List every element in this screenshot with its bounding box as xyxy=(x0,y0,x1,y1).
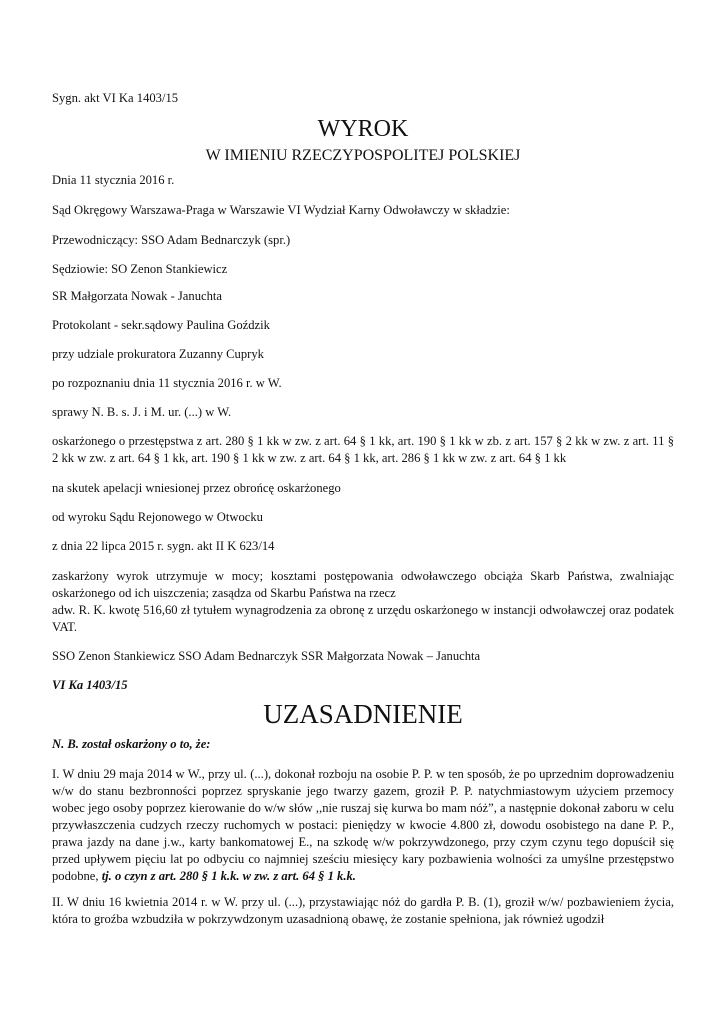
judgment-from-line: od wyroku Sądu Rejonowego w Otwocku xyxy=(52,510,263,524)
signatures-line: SSO Zenon Stankiewicz SSO Adam Bednarczyk SSR Małgorzata Nowak – Januchta xyxy=(52,649,481,663)
case-line: sprawy N. B. s. J. i M. ur. (...) w W. xyxy=(52,405,232,419)
appeal-line: na skutek apelacji wniesionej przez obrońcę oskarżonego xyxy=(52,481,341,495)
charge-item-1 xyxy=(52,766,674,885)
chair-line: Przewodniczący: SSO Adam Bednarczyk (spr.) xyxy=(52,233,291,247)
justification-title: UZASADNIENIE xyxy=(263,699,463,729)
prosecutor-line: przy udziale prokuratora Zuzanny Cupryk xyxy=(52,347,264,361)
justification-ref: VI Ka 1403/15 xyxy=(52,678,128,692)
charge-paragraph: oskarżonego o przestępstwa z art. 280 § 1 kk w zw. z art. 64 § 1 kk, art. 190 § 1 kk w zb. z art. 157 § 2 kk w zw. z art. 11 § 2 kk w zw. z art. 64 § 1 kk, art. 190 § 1 kk w zw. z art. 64 § 1 kk, art. 286 § 1 kk w zw. z art. 64 § 1 kk xyxy=(52,434,674,465)
clerk-line: Protokolant - sekr.sądowy Paulina Goździk xyxy=(52,318,270,332)
hearing-line: po rozpoznaniu dnia 11 stycznia 2016 r. w W. xyxy=(52,376,282,390)
verdict-title: WYROK xyxy=(317,116,409,142)
court-line: Sąd Okręgowy Warszawa-Praga w Warszawie VI Wydział Karny Odwoławczy w składzie: xyxy=(52,203,510,217)
charge-item-2: II. W dniu 16 kwietnia 2014 r. w W. przy ul. (...), przystawiając nóż do gardła P. B. (1), groził w/w/ pozbawieniem życia, która to groźba wzbudziła w pokrzywdzonym uzasadnioną obawę, że zostanie spełniona, jak również ugodził xyxy=(52,895,674,926)
case-signature: Sygn. akt VI Ka 1403/15 xyxy=(52,91,179,105)
date-line: Dnia 11 stycznia 2016 r. xyxy=(52,173,175,187)
judges-line: Sędziowie: SO Zenon Stankiewicz xyxy=(52,262,228,276)
judgment-date-line: z dnia 22 lipca 2015 r. sygn. akt II K 623/14 xyxy=(52,539,275,553)
ruling-paragraph-2: adw. R. K. kwotę 516,60 zł tytułem wynagrodzenia za obronę z urzędu oskarżonego w instancji odwoławczej oraz podatek VAT. xyxy=(52,603,674,634)
charge-item-1-legal-basis: tj. o czyn z art. 280 § 1 k.k. w zw. z art. 64 § 1 k.k. xyxy=(101,869,356,883)
judge2-line: SR Małgorzata Nowak - Januchta xyxy=(52,289,222,303)
charge-item-1-text: I. W dniu 29 maja 2014 w W., przy ul. (...), dokonał rozboju na osobie P. P. w ten sposób, że po uprzednim doprowadzeniu w/w do stanu bezbronności poprzez spryskanie jego twarzy gazem, groził P. P. natychmiastowym użyciem przemocy wobec jego osoby poprzez kierowanie do w/w słów ,,nie ruszaj się kurwa bo mam nóż”, a następnie dokonał zaboru w celu przywłaszczenia cudzych rzeczy ruchomych w postaci: pieniędzy w kwocie 4.800 zł, dowodu osobistego na dane P. P., prawa jazdy na dane j.w., karty bankomatowej E., na szkodę w/w pokrzywdzonego, przy czym czynu tego dopuścił się przed upływem pięciu lat po odbyciu co najmniej sześciu miesięcy kary pozbawienia wolności za umyślne przestępstwo podobne, xyxy=(52,767,674,883)
ruling-paragraph: zaskarżony wyrok utrzymuje w mocy; kosztami postępowania odwoławczego obciąża Skarb Państwa, zwalniając oskarżonego od ich uiszczenia; zasądza od Skarbu Państwa na rzecz xyxy=(52,569,674,600)
accused-heading: N. B. został oskarżony o to, że: xyxy=(52,737,211,751)
verdict-subtitle: W IMIENIU RZECZYPOSPOLITEJ POLSKIEJ xyxy=(205,147,521,164)
